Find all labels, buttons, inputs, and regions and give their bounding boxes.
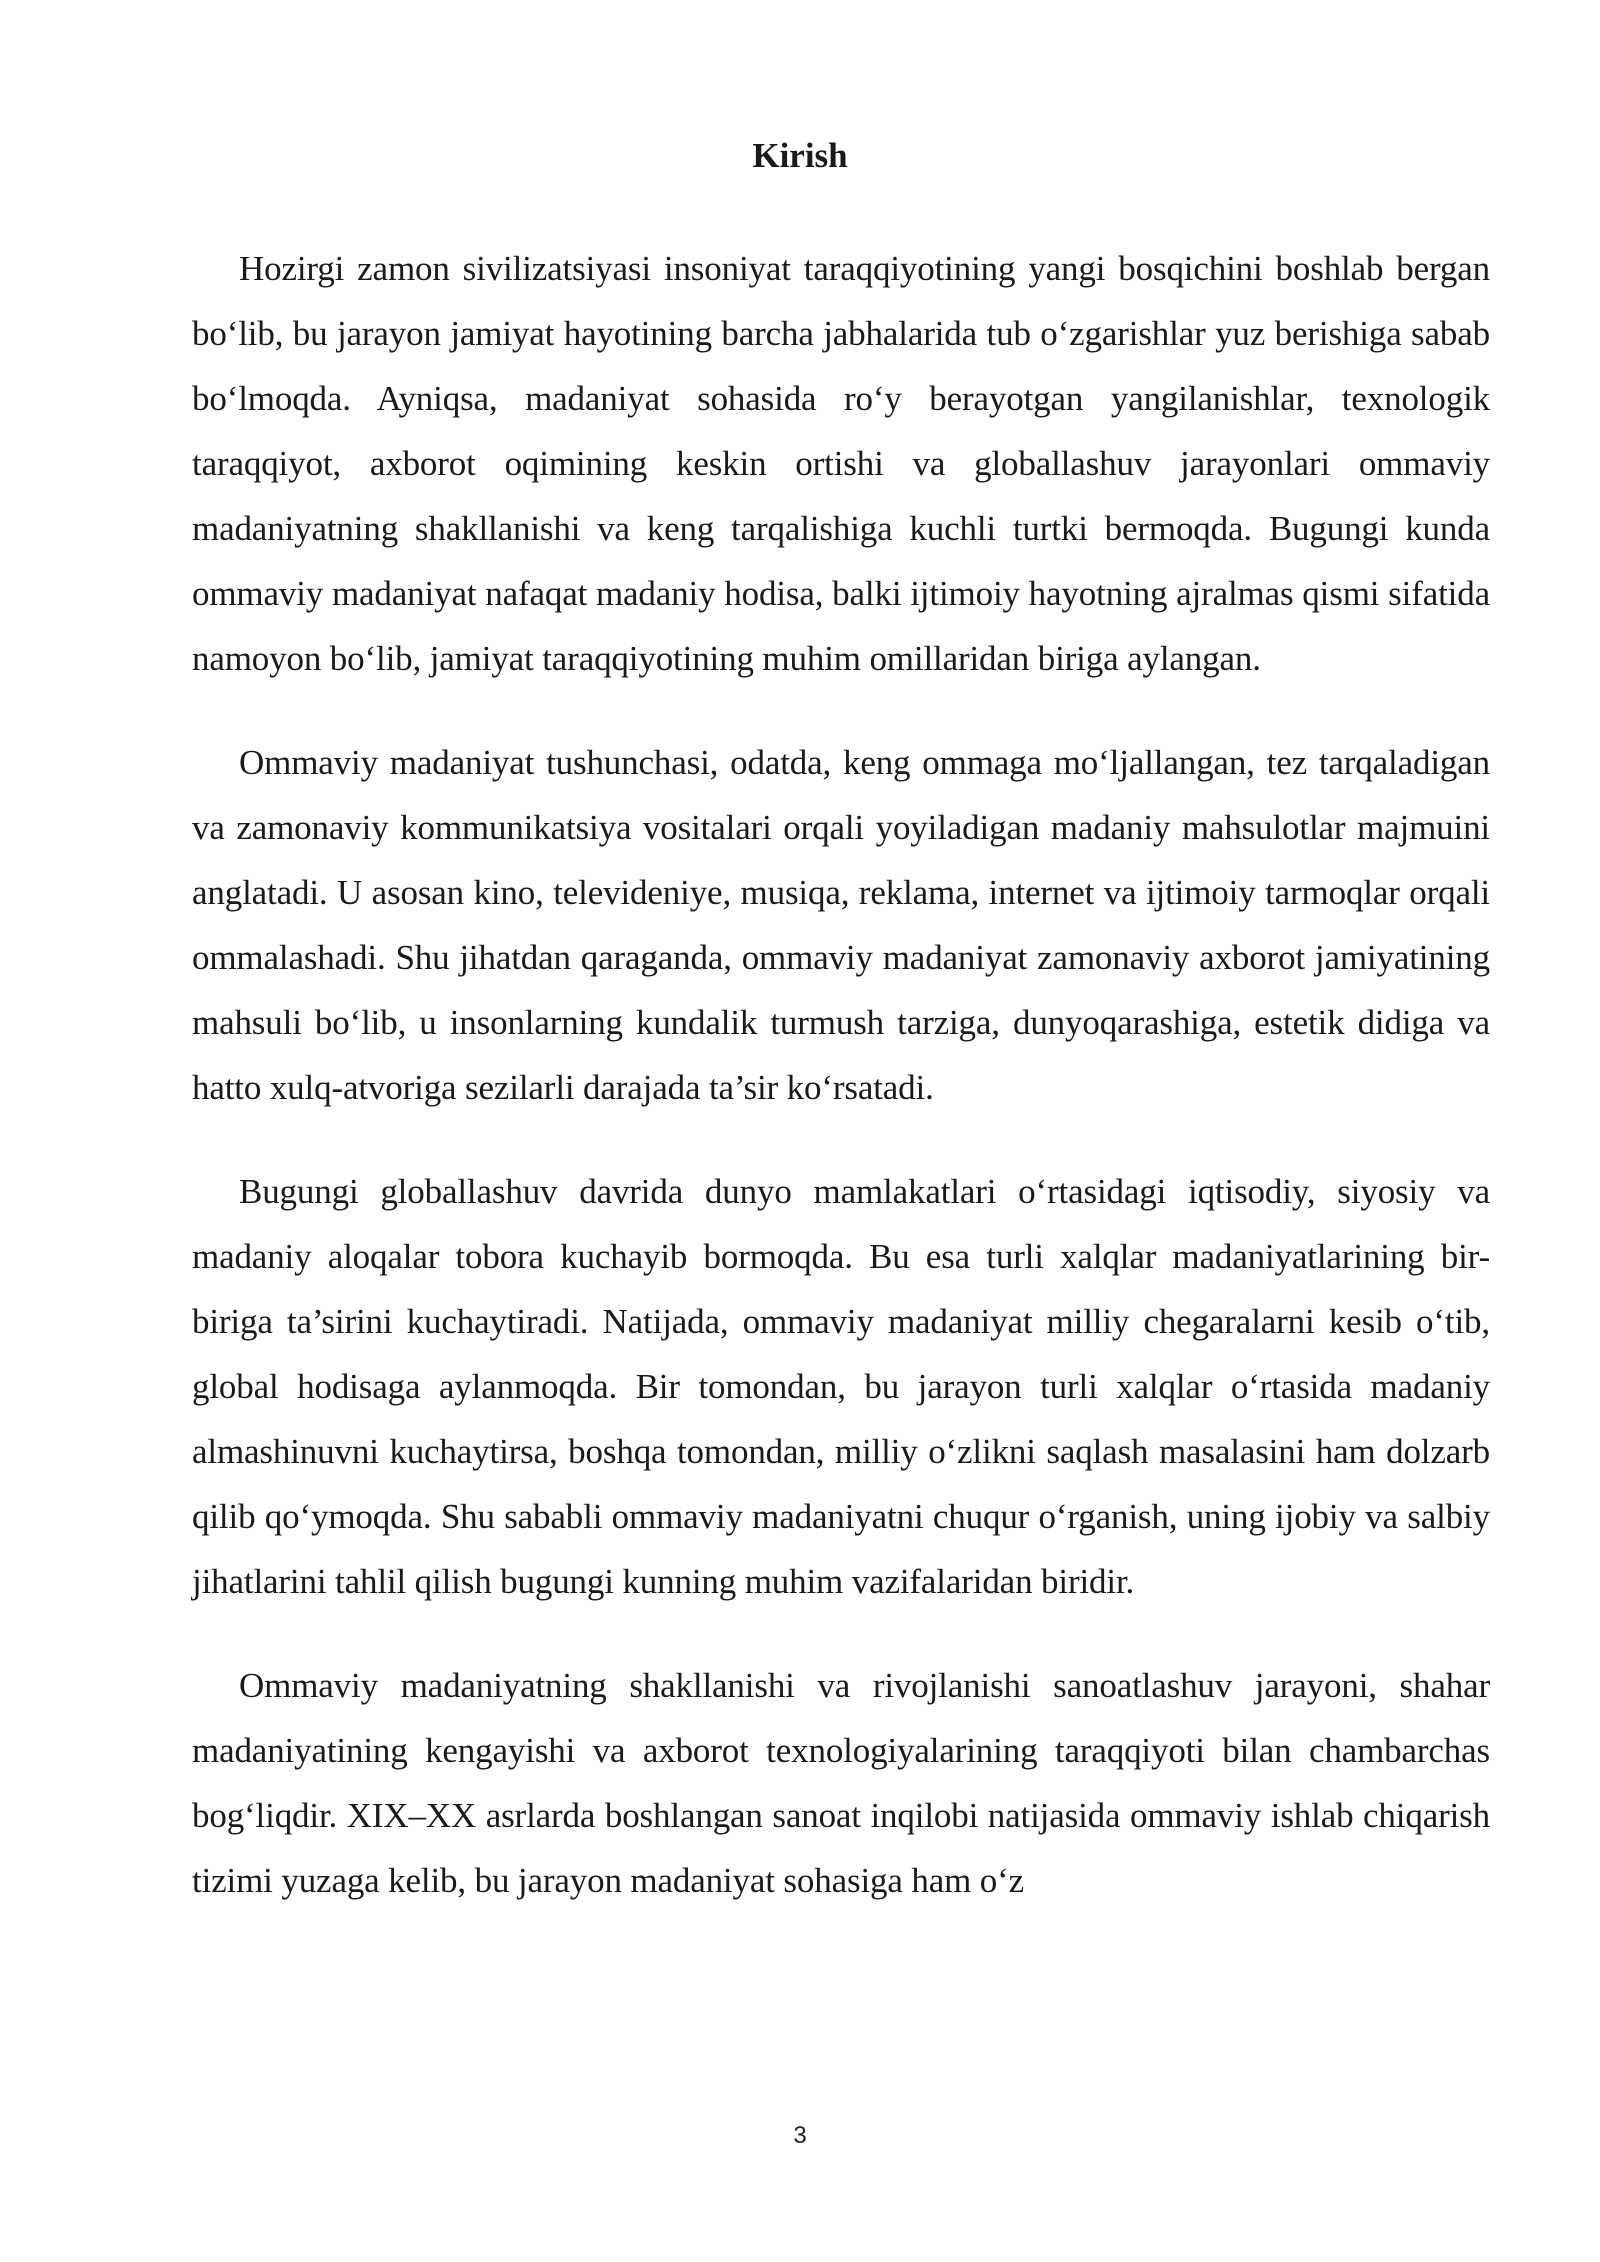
paragraph-4: Ommaviy madaniyatning shakllanishi va rivojlanishi sanoatlashuv jarayoni, shahar madaniyatining kengayishi va axborot texnologiyalarining taraqqiyoti bilan chambarchas bog‘liqdir. XIX–XX asrlarda boshlangan sanoat inqilobi natijasida ommaviy ishlab chiqarish tizimi yuzaga kelib, bu jarayon madaniyat sohasiga ham o‘z: [192, 1666, 1490, 1900]
page-number: 3: [793, 2122, 807, 2149]
body-text: [192, 236, 1490, 1952]
page-title: Kirish: [752, 136, 848, 175]
paragraph-1: Hozirgi zamon sivilizatsiyasi insoniyat taraqqiyotining yangi bosqichini boshlab bergan bo‘lib, bu jarayon jamiyat hayotining barcha jabhalarida tub o‘zgarishlar yuz berishiga sabab bo‘lmoqda. Ayniqsa, madaniyat sohasida ro‘y berayotgan yangilanishlar, texnologik taraqqiyot, axborot oqimining keskin ortishi va globallashuv jarayonlari ommaviy madaniyatning shakllanishi va keng tarqalishiga kuchli turtki bermoqda. Bugungi kunda ommaviy madaniyat nafaqat madaniy hodisa, balki ijtimoiy hayotning ajralmas qismi sifatida namoyon bo‘lib, jamiyat taraqqiyotining muhim omillaridan biriga aylangan.: [192, 249, 1490, 678]
paragraph-3: Bugungi globallashuv davrida dunyo mamlakatlari o‘rtasidagi iqtisodiy, siyosiy va madaniy aloqalar tobora kuchayib bormoqda. Bu esa turli xalqlar madaniyatlarining bir-biriga ta’sirini kuchaytiradi. Natijada, ommaviy madaniyat milliy chegaralarni kesib o‘tib, global hodisaga aylanmoqda. Bir tomondan, bu jarayon turli xalqlar o‘rtasida madaniy almashinuvni kuchaytirsa, boshqa tomondan, milliy o‘zlikni saqlash masalasini ham dolzarb qilib qo‘ymoqda. Shu sababli ommaviy madaniyatni chuqur o‘rganish, uning ijobiy va salbiy jihatlarini tahlil qilish bugungi kunning muhim vazifalaridan biridir.: [192, 1172, 1490, 1601]
paragraph-2: Ommaviy madaniyat tushunchasi, odatda, keng ommaga mo‘ljallangan, tez tarqaladigan va zamonaviy kommunikatsiya vositalari orqali yoyiladigan madaniy mahsulotlar majmuini anglatadi. U asosan kino, televideniye, musiqa, reklama, internet va ijtimoiy tarmoqlar orqali ommalashadi. Shu jihatdan qaraganda, ommaviy madaniyat zamonaviy axborot jamiyatining mahsuli bo‘lib, u insonlarning kundalik turmush tarziga, dunyoqarashiga, estetik didiga va hatto xulq-atvoriga sezilarli darajada ta’sir ko‘rsatadi.: [192, 743, 1490, 1107]
